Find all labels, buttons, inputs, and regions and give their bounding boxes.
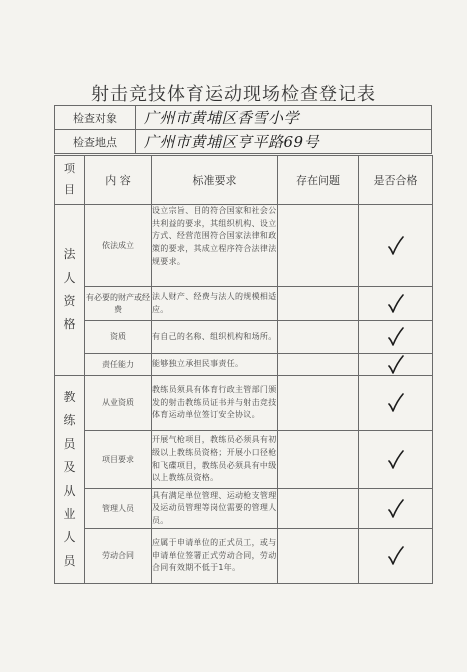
row-pass[interactable] (359, 287, 433, 321)
row-issue[interactable] (278, 376, 359, 431)
group-label (55, 376, 85, 584)
group-label-char: 及 (63, 460, 76, 475)
object-label: 检查对象 (55, 106, 136, 130)
info-row-object (55, 106, 432, 130)
table-row (55, 321, 433, 354)
row-standard: 设立宗旨、目的符合国家和社会公共利益的要求，其组织机构、设立方式、经营范围符合国家法律和政策的要求，其成立程序符合法律法规要求。 (152, 205, 278, 287)
group-label (55, 205, 85, 376)
row-item: 劳动合同 (85, 529, 152, 584)
row-standard: 具有满足单位管理、运动枪支管理及运动员管理等岗位需要的管理人员。 (152, 489, 278, 529)
check-mark-icon (387, 294, 405, 314)
row-issue[interactable] (278, 489, 359, 529)
row-standard: 能够独立承担民事责任。 (152, 354, 278, 376)
group-label-char: 人 (63, 270, 76, 285)
header-standard: 标准要求 (152, 156, 278, 205)
table-header (55, 156, 433, 205)
header-project (55, 156, 85, 205)
check-mark-icon (387, 450, 405, 470)
group-label-char: 格 (63, 317, 76, 332)
check-mark-icon (387, 499, 405, 519)
location-value[interactable]: 广州市黄埔区亨平路69号 (136, 130, 432, 154)
inspection-table (54, 155, 433, 584)
row-item: 有必要的财产或经费 (85, 287, 152, 321)
row-issue[interactable] (278, 321, 359, 354)
row-pass[interactable] (359, 489, 433, 529)
group-label-char: 员 (63, 436, 76, 451)
row-pass[interactable] (359, 376, 433, 431)
header-pass: 是否合格 (359, 156, 433, 205)
group-label-char: 从 (63, 483, 76, 498)
form-title: 射击竞技体育运动现场检查登记表 (91, 84, 376, 105)
row-standard: 有自己的名称、组织机构和场所。 (152, 321, 278, 354)
info-table (54, 105, 432, 154)
row-pass[interactable] (359, 354, 433, 376)
group-label-char: 教 (63, 389, 76, 404)
row-issue[interactable] (278, 287, 359, 321)
row-item: 资质 (85, 321, 152, 354)
group-label-char: 练 (63, 413, 76, 428)
row-issue[interactable] (278, 431, 359, 489)
row-standard: 教练员须具有体育行政主管部门颁发的射击教练员证书并与射击竞技体育运动单位签订安全协议。 (152, 376, 278, 431)
object-value[interactable]: 广州市黄埔区香雪小学 (136, 106, 432, 130)
row-issue[interactable] (278, 205, 359, 287)
table-row (55, 205, 433, 287)
check-mark-icon (387, 327, 405, 347)
table-row (55, 376, 433, 431)
row-item: 项目要求 (85, 431, 152, 489)
table-row (55, 287, 433, 321)
row-standard: 法人财产、经费与法人的规模相适应。 (152, 287, 278, 321)
location-label: 检查地点 (55, 130, 136, 154)
group-label-char: 法 (63, 247, 76, 262)
check-mark-icon (387, 355, 405, 375)
table-row (55, 489, 433, 529)
header-project-text: 项 目 (64, 162, 75, 196)
group-label-char: 资 (63, 294, 76, 308)
row-pass[interactable] (359, 205, 433, 287)
info-row-location (55, 130, 432, 154)
check-mark-icon (387, 546, 405, 566)
row-item: 从业资质 (85, 376, 152, 431)
row-item: 责任能力 (85, 354, 152, 376)
header-content: 内 容 (85, 156, 152, 205)
group-label-char: 业 (63, 506, 76, 521)
row-item: 依法成立 (85, 205, 152, 287)
check-mark-icon (387, 236, 405, 256)
row-pass[interactable] (359, 321, 433, 354)
table-row (55, 529, 433, 584)
row-pass[interactable] (359, 529, 433, 584)
row-issue[interactable] (278, 354, 359, 376)
table-row (55, 354, 433, 376)
table-row (55, 431, 433, 489)
row-pass[interactable] (359, 431, 433, 489)
row-item: 管理人员 (85, 489, 152, 529)
check-mark-icon (387, 393, 405, 413)
group-label-char: 人 (63, 530, 76, 545)
header-issues: 存在问题 (278, 156, 359, 205)
row-standard: 应属于申请单位的正式员工，或与申请单位签署正式劳动合同，劳动合同有效期不低于1年。 (152, 529, 278, 584)
row-issue[interactable] (278, 529, 359, 584)
row-standard: 开展气枪项目，教练员必须具有初级以上教练员资格；开展小口径枪和飞碟项目，教练员必须具有中级以上教练员资格。 (152, 431, 278, 489)
group-label-char: 员 (63, 553, 76, 568)
